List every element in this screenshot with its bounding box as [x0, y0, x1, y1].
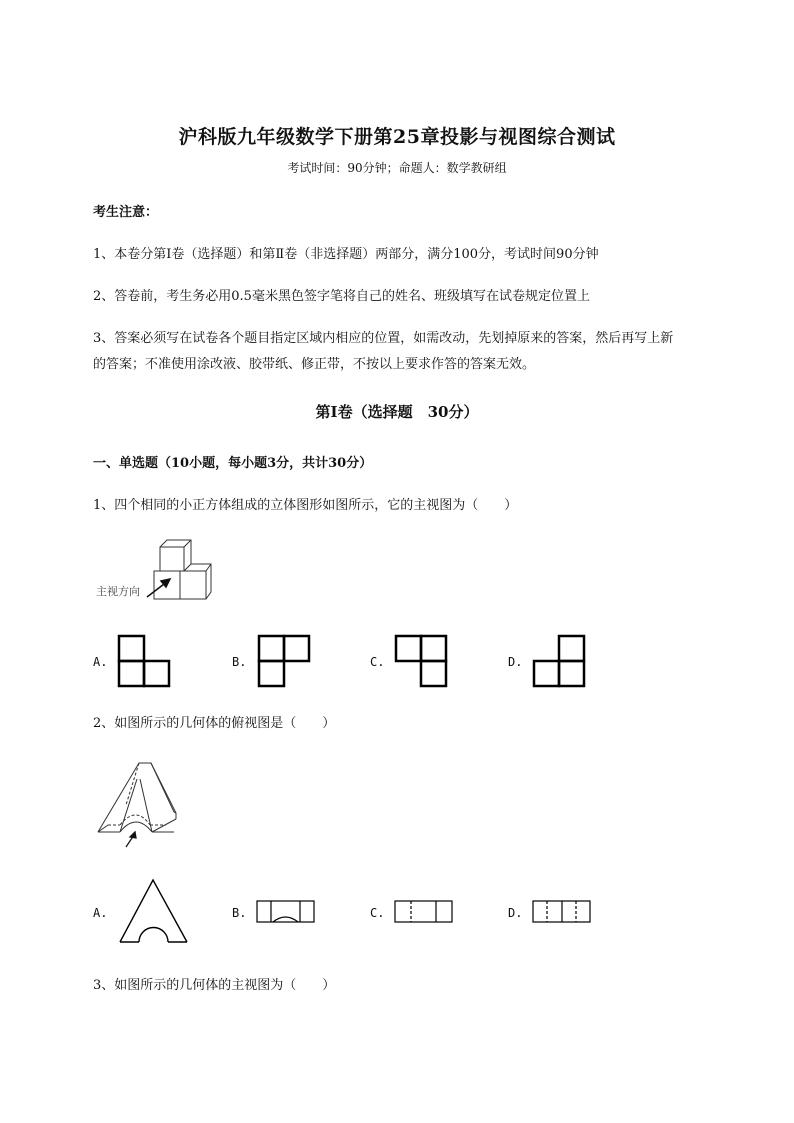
q2-option-c-label[interactable]: C.	[370, 906, 385, 920]
notice-item-3-continued: 的答案；不准使用涂改液、胶带纸、修正带，不按以上要求作答的答案无效。	[93, 357, 536, 372]
view-direction-label: 主视方向	[96, 585, 140, 598]
q2-option-a-figure	[117, 876, 191, 946]
notice-item-3: 3、答案必须写在试卷各个题目指定区域内相应的位置，如需改动，先划掉原来的答案，然后再写上新	[93, 331, 674, 346]
q1-option-a-label[interactable]: A.	[93, 655, 108, 669]
q2-option-b-figure	[256, 900, 316, 924]
question-2-arch-figure	[94, 757, 194, 852]
q2-option-d-figure	[532, 900, 592, 924]
q2-option-d-label[interactable]: D.	[508, 906, 523, 920]
question-2-stem: 2、如图所示的几何体的俯视图是（ ）	[93, 716, 336, 731]
q1-option-b-label[interactable]: B.	[232, 655, 247, 669]
q2-option-c-figure	[394, 900, 454, 924]
question-3-stem: 3、如图所示的几何体的主视图为（ ）	[93, 978, 336, 993]
q1-option-d-label[interactable]: D.	[508, 655, 523, 669]
notice-heading: 考生注意：	[93, 205, 159, 220]
q2-option-a-label[interactable]: A.	[93, 906, 108, 920]
q1-option-b-figure	[257, 634, 311, 688]
notice-item-1: 1、本卷分第I卷（选择题）和第Ⅱ卷（非选择题）两部分，满分100分，考试时间90分钟	[93, 247, 599, 262]
q1-option-d-figure	[532, 634, 586, 688]
q1-option-c-figure	[394, 634, 448, 688]
notice-item-2: 2、答卷前，考生务必用0.5毫米黑色签字笔将自己的姓名、班级填写在试卷规定位置上	[93, 289, 590, 304]
part-heading: 一、单选题（10小题，每小题3分，共计30分）	[93, 456, 373, 471]
section-title: 第I卷（选择题 30分）	[315, 403, 479, 421]
q1-option-c-label[interactable]: C.	[370, 655, 385, 669]
exam-info: 考试时间：90分钟；命题人：数学教研组	[287, 161, 507, 175]
page-title: 沪科版九年级数学下册第25章投影与视图综合测试	[178, 126, 616, 148]
q2-option-b-label[interactable]: B.	[232, 906, 247, 920]
question-1-stem: 1、四个相同的小正方体组成的立体图形如图所示，它的主视图为（ ）	[93, 498, 518, 513]
q1-option-a-figure	[117, 634, 171, 688]
